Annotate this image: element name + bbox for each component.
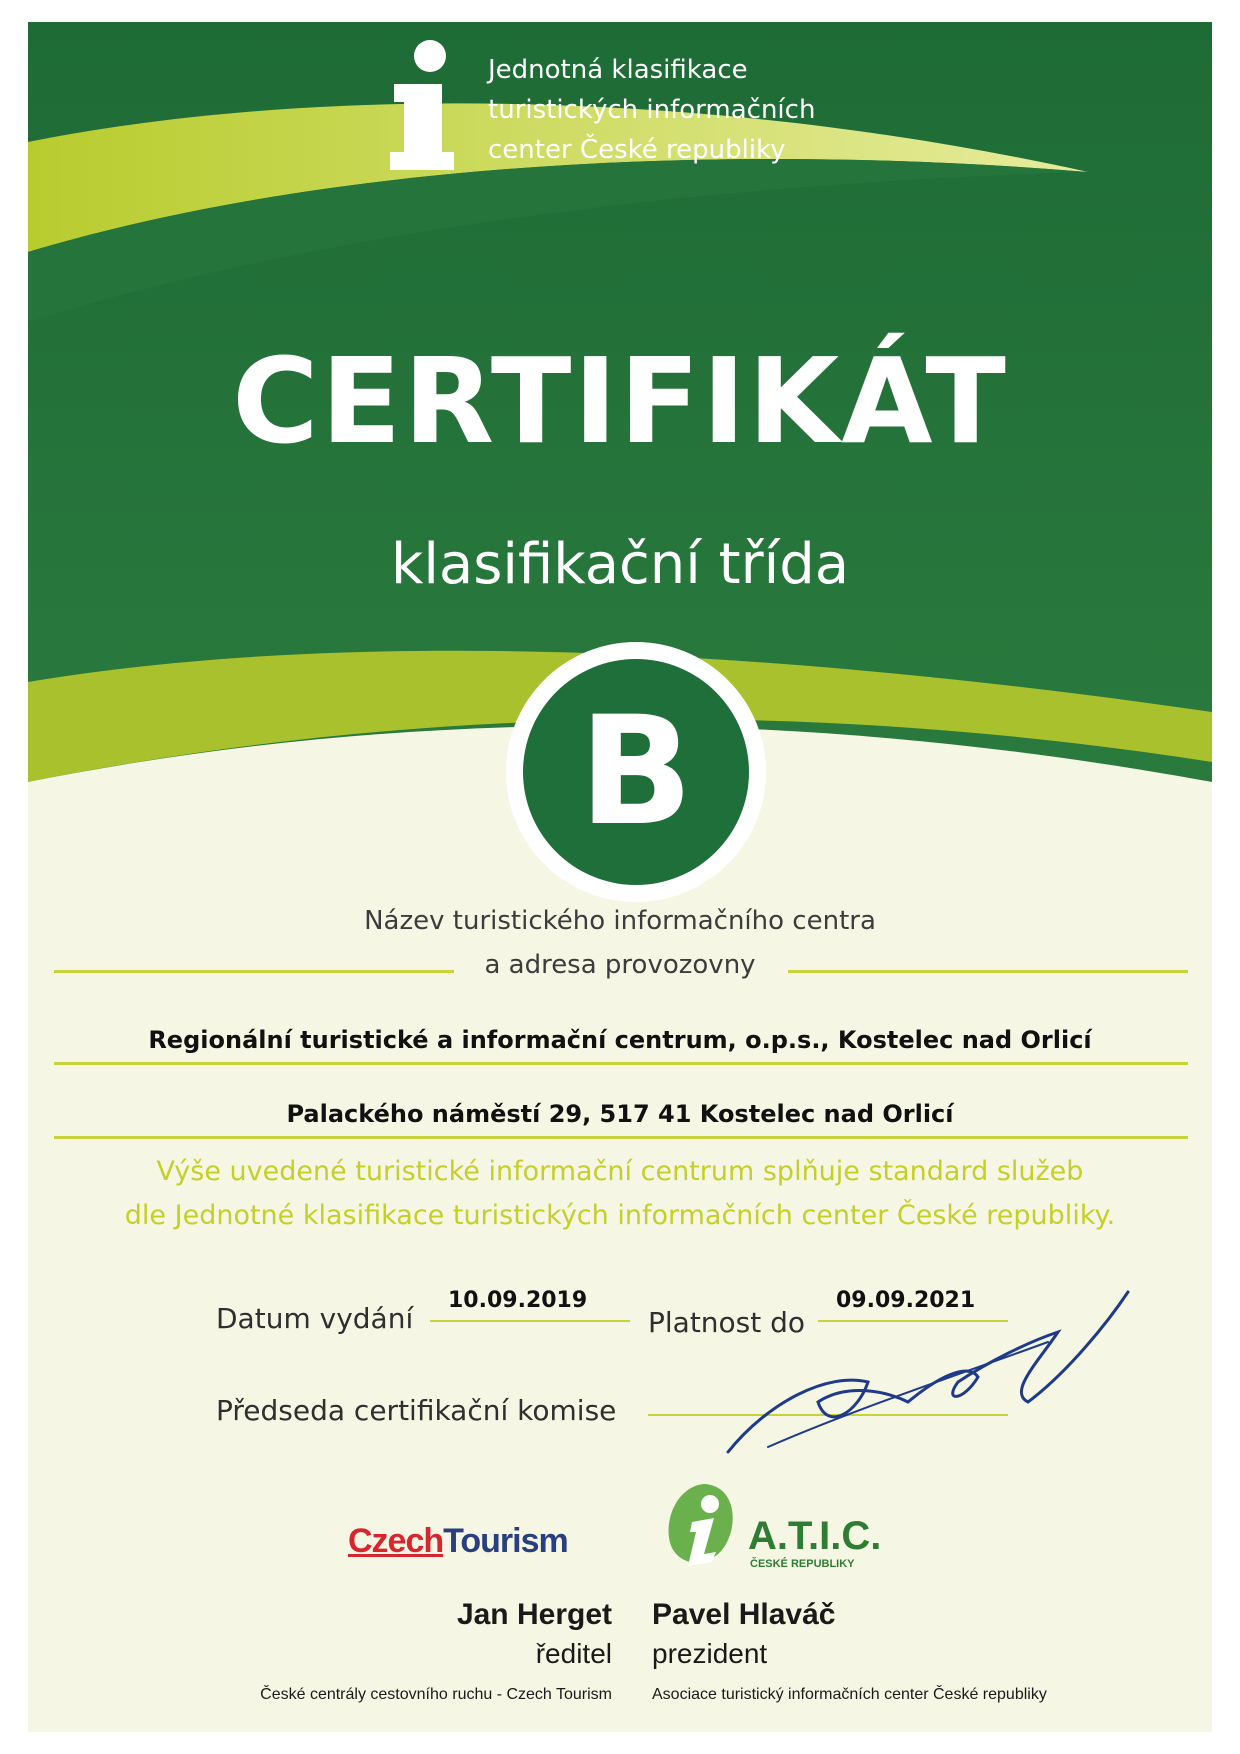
center-label-line1: Název turistického informačního centra [364,906,876,936]
signatory-organization: České centrály cestovního ruchu - Czech Tourism [260,1686,612,1703]
header-line: turistických informačních [488,95,816,125]
atic-i-logo-icon [662,1478,744,1574]
signatory-role: prezident [652,1638,768,1669]
header-line: center České republiky [488,135,786,165]
statement [28,1150,1212,1238]
atic-logo-subtext: ČESKÉ REPUBLIKY [750,1558,855,1570]
class-badge [506,642,766,902]
divider [788,970,1188,973]
valid-label: Platnost do [648,1306,806,1339]
divider [54,1136,1188,1139]
divider [54,1062,1188,1065]
center-name: Regionální turistické a informační centrum, o.p.s., Kostelec nad Orlicí [148,1026,1092,1054]
atic-logo-text: A.T.I.C. [748,1514,882,1558]
issued-date: 10.09.2019 [448,1288,588,1313]
header-organization [488,50,815,170]
signatory-name: Pavel Hlaváč [652,1598,836,1631]
statement-line: Výše uvedené turistické informační centrum splňuje standard služeb [156,1156,1084,1187]
valid-date: 09.09.2021 [836,1288,976,1313]
signatory-name: Jan Herget [456,1598,612,1631]
chair-label: Předseda certifikační komise [216,1394,617,1427]
issued-line [430,1320,630,1322]
info-i-icon [386,40,458,170]
certificate-title: CERTIFIKÁT [232,332,1008,470]
certificate-subtitle: klasifikační třída [390,532,850,597]
certificate-page [28,22,1212,1732]
signatory-organization: Asociace turistický informačních center České republiky [652,1686,1047,1703]
signatory-role: ředitel [535,1638,612,1669]
issued-label: Datum vydání [216,1302,414,1335]
statement-line: dle Jednotné klasifikace turistických informačních center České republiky. [124,1200,1116,1231]
center-label-line2: a adresa provozovny [484,950,756,980]
czechtourism-logo-part: Czech [348,1522,444,1560]
header-line: Jednotná klasifikace [488,55,748,85]
czechtourism-logo-part: Tourism [443,1522,568,1560]
center-address: Palackého náměstí 29, 517 41 Kostelec nad Orlicí [286,1100,954,1128]
signature [708,1282,1148,1482]
czechtourism-logo [348,1522,568,1561]
class-letter: B [523,659,749,885]
